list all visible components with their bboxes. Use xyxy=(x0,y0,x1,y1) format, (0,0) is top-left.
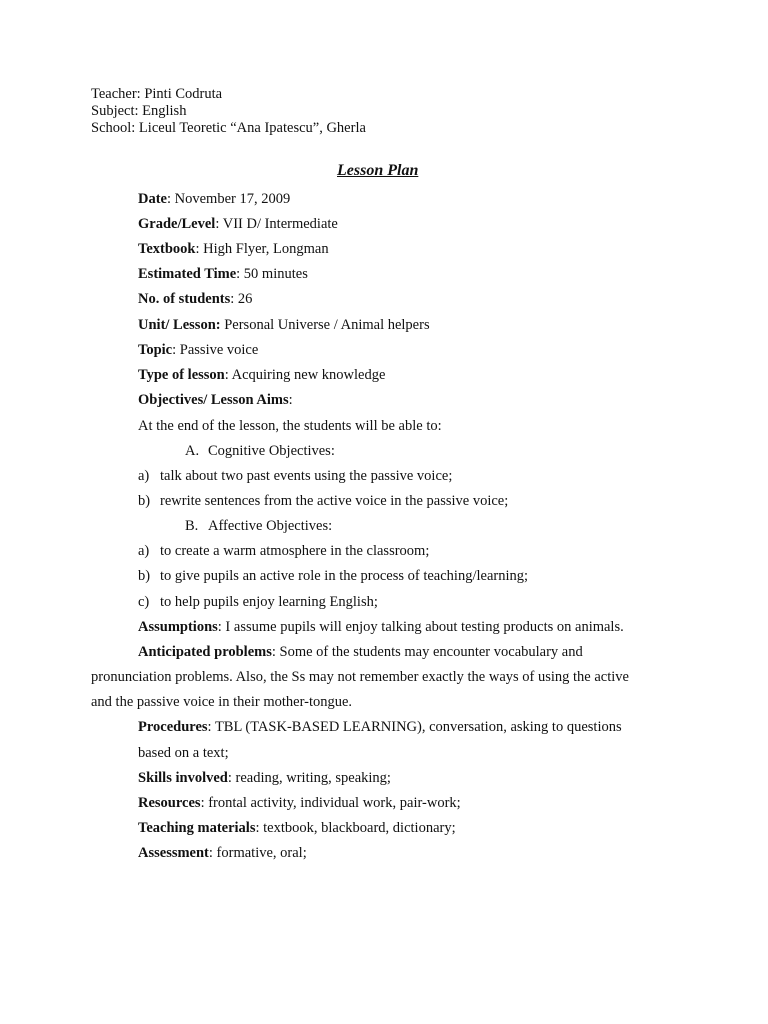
resources-field: Resources: frontal activity, individual work, pair-work; xyxy=(138,795,461,811)
textbook-field: Textbook: High Flyer, Longman xyxy=(138,241,329,257)
problems-field: Anticipated problems: Some of the students may encounter vocabulary and xyxy=(138,644,583,660)
unit-field: Unit/ Lesson: Personal Universe / Animal helpers xyxy=(138,317,430,333)
list-item: b) rewrite sentences from the active voice in the passive voice; xyxy=(138,493,509,509)
problems-line-3: and the passive voice in their mother-tongue. xyxy=(91,694,353,710)
list-item: a) to create a warm atmosphere in the classroom; xyxy=(138,543,430,559)
subject-line: Subject: English xyxy=(91,103,187,119)
objectives-intro: At the end of the lesson, the students will be able to: xyxy=(138,418,442,434)
materials-field: Teaching materials: textbook, blackboard, dictionary; xyxy=(138,820,456,836)
school-line: School: Liceul Teoretic “Ana Ipatescu”, Gherla xyxy=(91,120,366,136)
page-title: Lesson Plan xyxy=(337,162,419,179)
list-item: b) to give pupils an active role in the process of teaching/learning; xyxy=(138,568,529,584)
topic-field: Topic: Passive voice xyxy=(138,342,259,358)
time-field: Estimated Time: 50 minutes xyxy=(138,266,308,282)
affective-heading: B. Affective Objectives: xyxy=(185,518,333,534)
date-field: Date: November 17, 2009 xyxy=(138,191,291,207)
assumptions-field: Assumptions: I assume pupils will enjoy talking about testing products on animals. xyxy=(138,619,624,635)
objectives-field: Objectives/ Lesson Aims: xyxy=(138,392,293,408)
problems-line-2: pronunciation problems. Also, the Ss may not remember exactly the ways of using the active xyxy=(91,669,629,685)
procedures-field: Procedures: TBL (TASK-BASED LEARNING), conversation, asking to questions xyxy=(138,719,622,735)
skills-field: Skills involved: reading, writing, speaking; xyxy=(138,770,391,786)
assessment-field: Assessment: formative, oral; xyxy=(138,845,307,861)
type-field: Type of lesson: Acquiring new knowledge xyxy=(138,367,386,383)
procedures-line-2: based on a text; xyxy=(138,745,229,761)
list-item: c) to help pupils enjoy learning English; xyxy=(138,594,378,610)
teacher-line: Teacher: Pinti Codruta xyxy=(91,86,223,102)
students-field: No. of students: 26 xyxy=(138,291,253,307)
list-item: a) talk about two past events using the passive voice; xyxy=(138,468,453,484)
grade-field: Grade/Level: VII D/ Intermediate xyxy=(138,216,338,232)
cognitive-heading: A. Cognitive Objectives: xyxy=(185,443,335,459)
